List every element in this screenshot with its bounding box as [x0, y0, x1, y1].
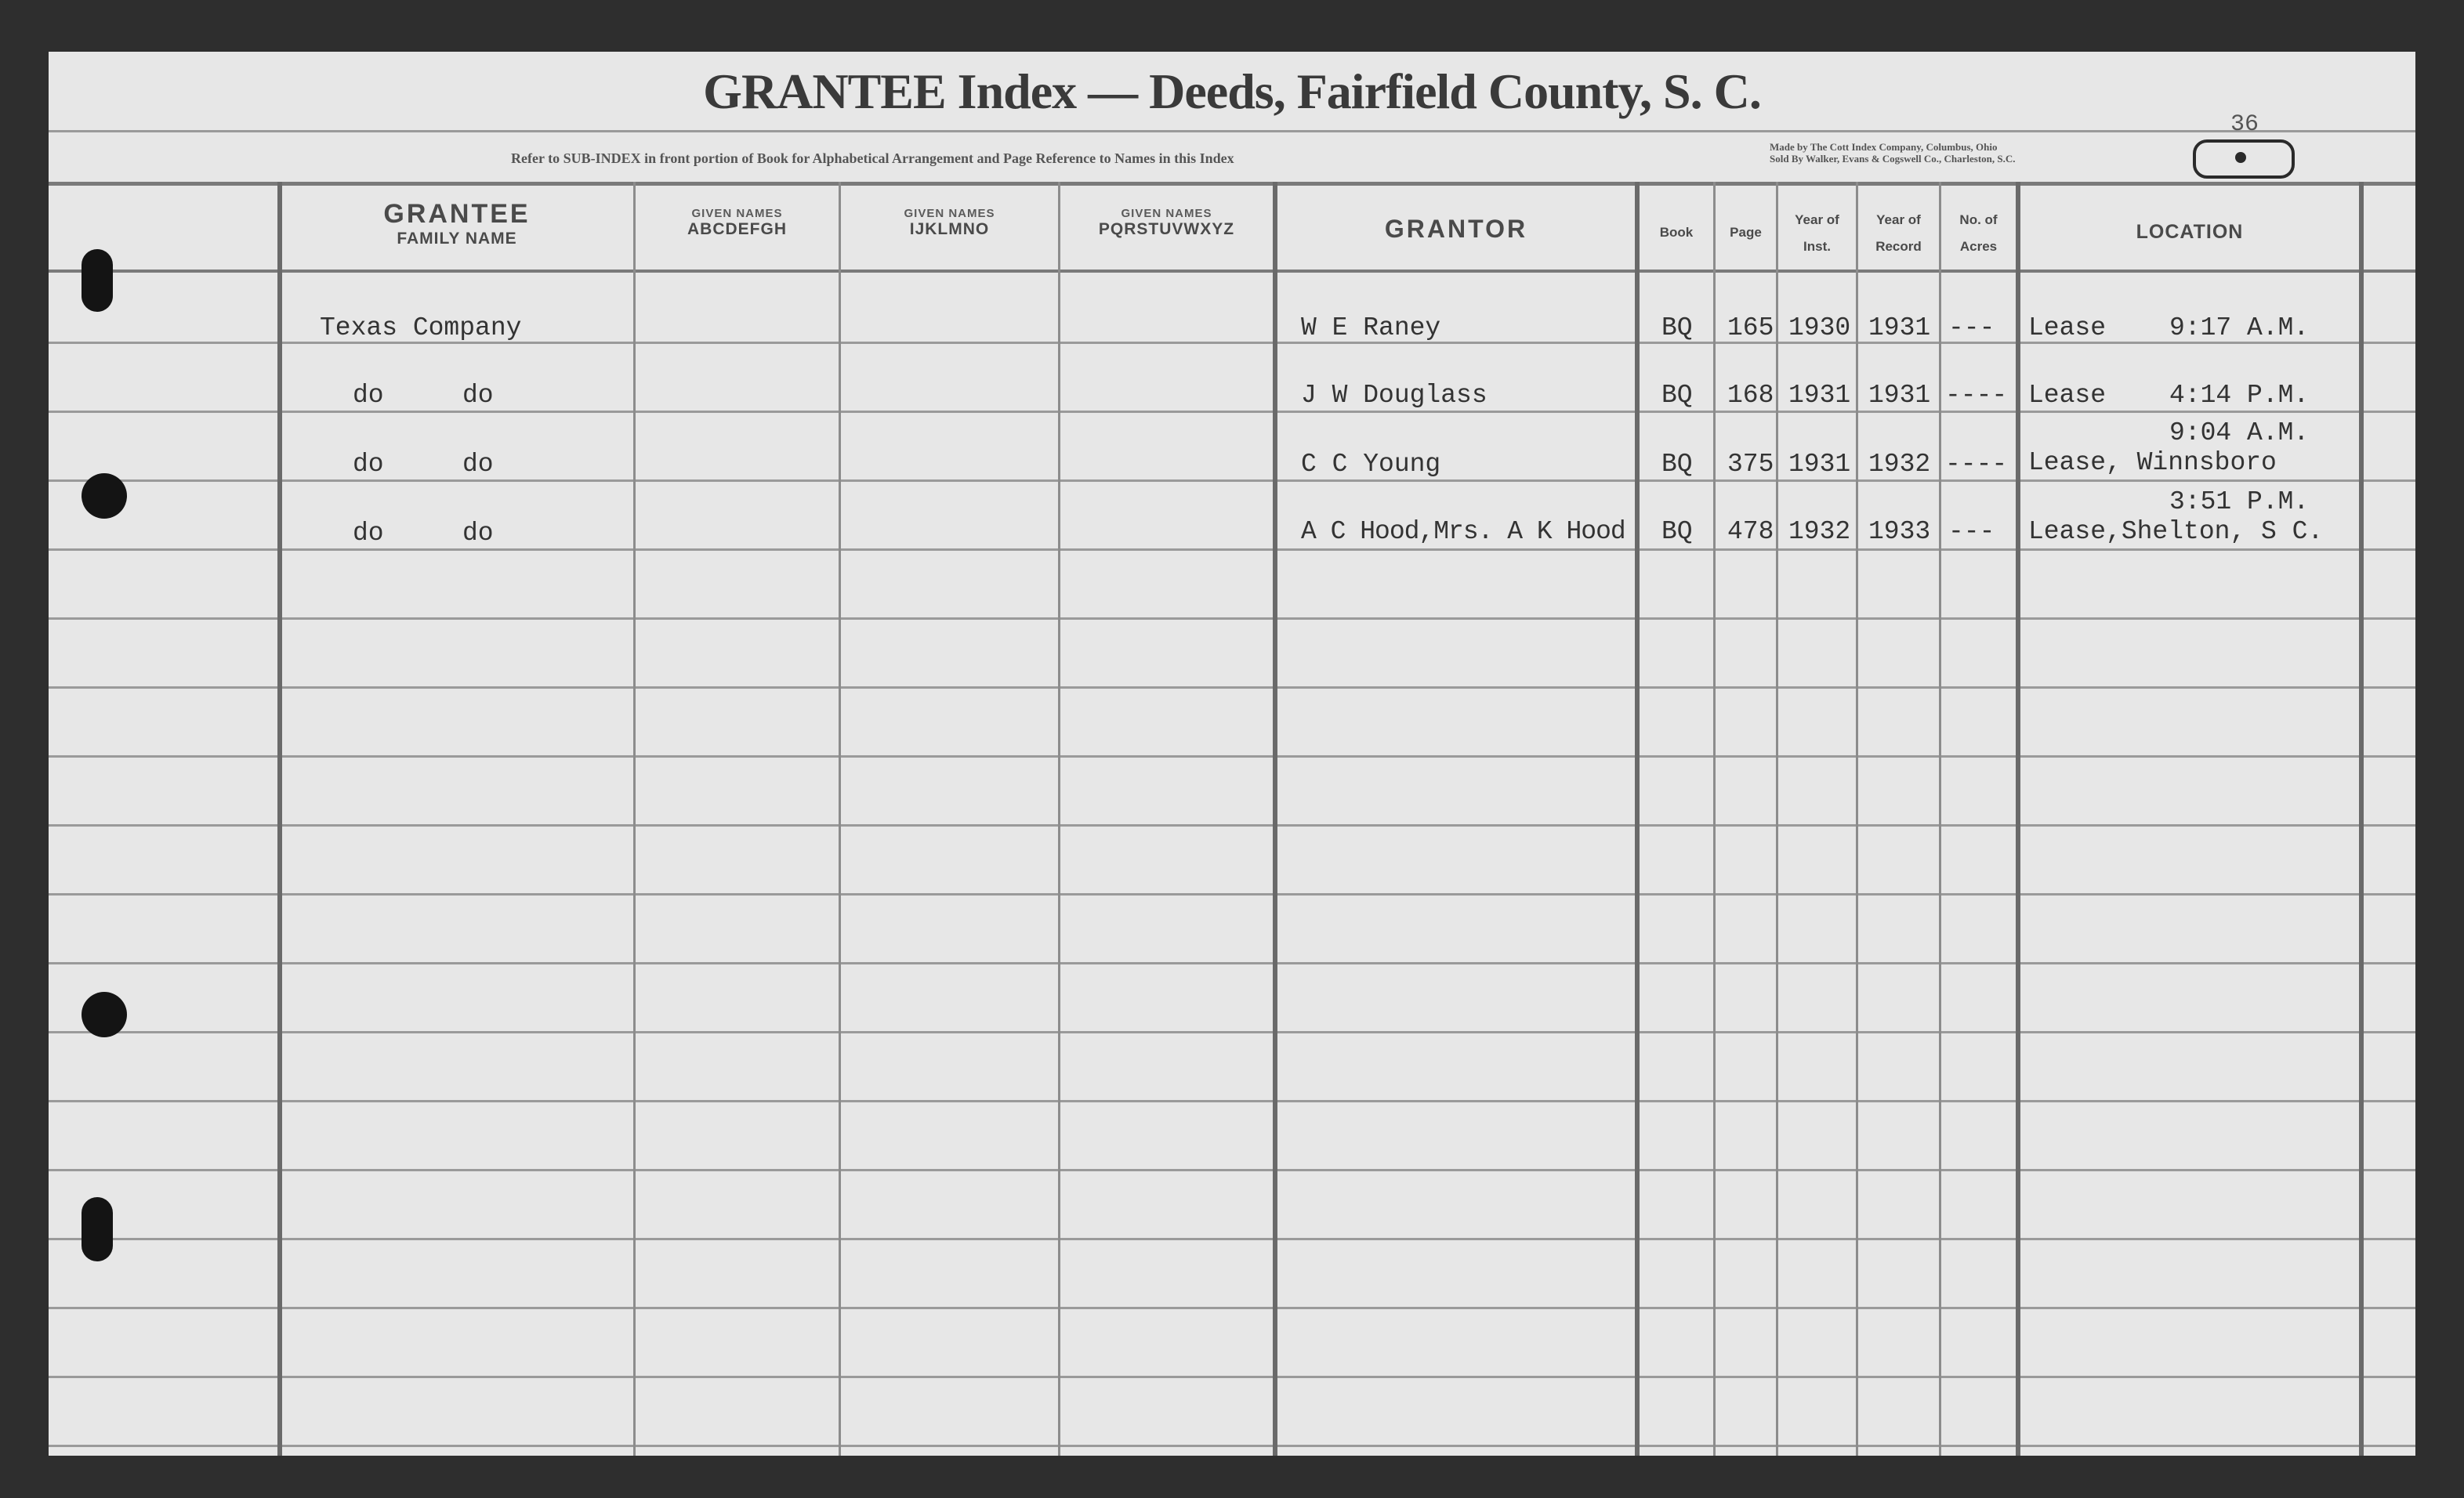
header-top-rule — [49, 182, 2415, 186]
book-cell: BQ — [1661, 381, 1693, 410]
grantee-given-cell: do — [462, 519, 494, 548]
ruled-line — [49, 411, 2415, 413]
column-divider — [1776, 182, 1778, 1456]
ruled-line — [49, 479, 2415, 482]
time-cell: 9:04 A.M. — [2169, 418, 2310, 447]
given-range-label: IJKLMNO — [909, 220, 990, 238]
column-divider — [2016, 182, 2020, 1456]
location-cell: Lease,Shelton, S C. — [2028, 517, 2324, 546]
given-names-label: GIVEN NAMES — [691, 207, 783, 220]
header-year-record — [1858, 207, 1939, 260]
given-names-label: GIVEN NAMES — [904, 207, 995, 220]
page-cell: 478 — [1727, 517, 1774, 546]
year-record-cell: 1931 — [1868, 381, 1931, 410]
year-inst-cell: 1931 — [1788, 381, 1851, 410]
book-cell: BQ — [1661, 450, 1693, 479]
column-divider — [1713, 182, 1716, 1456]
acres-cell: ---- — [1945, 381, 2008, 410]
grantee-cell: Texas Company — [320, 313, 522, 342]
column-divider — [1058, 182, 1060, 1456]
page-cell: 375 — [1727, 450, 1774, 479]
grantor-cell: W E Raney — [1301, 313, 1441, 342]
column-divider — [1273, 182, 1277, 1456]
ruled-line — [49, 1169, 2415, 1171]
header-page: Page — [1730, 225, 1762, 240]
index-card-sheet — [49, 52, 2415, 1456]
ruled-line — [49, 686, 2415, 689]
ruled-line — [49, 1376, 2415, 1378]
ruled-line — [49, 755, 2415, 758]
binder-slot — [82, 249, 113, 312]
given-range-label: PQRSTUVWXYZ — [1098, 220, 1235, 238]
time-cell: 3:51 P.M. — [2169, 487, 2310, 516]
binder-slot — [82, 1197, 113, 1261]
year-inst-cell: 1930 — [1788, 313, 1851, 342]
book-cell: BQ — [1661, 517, 1693, 546]
year-record-cell: 1931 — [1868, 313, 1931, 342]
book-cell: BQ — [1661, 313, 1693, 342]
time-cell: 4:14 P.M. — [2169, 381, 2310, 410]
column-divider — [1939, 182, 1941, 1456]
column-divider — [633, 182, 636, 1456]
form-title: GRANTEE Index — Deeds, Fairfield County, S. C. — [703, 63, 1761, 119]
column-divider — [839, 182, 841, 1456]
grantee-label: GRANTEE — [383, 199, 531, 229]
grantee-cell: do — [353, 450, 384, 479]
location-cell: Lease — [2028, 381, 2107, 410]
year-record-label: Record — [1875, 239, 1922, 254]
year-inst-cell: 1932 — [1788, 517, 1851, 546]
acres-label: No. of — [1959, 212, 1998, 227]
ruled-line — [49, 270, 2415, 273]
acres-label: Acres — [1959, 239, 1998, 254]
page-cell: 165 — [1727, 313, 1774, 342]
header-given-names-1 — [636, 207, 839, 239]
grantee-cell: do — [353, 519, 384, 548]
binder-hole — [82, 992, 127, 1037]
acres-cell: ---- — [1945, 450, 2008, 479]
family-name-label: FAMILY NAME — [397, 230, 517, 248]
grantee-given-cell: do — [462, 381, 494, 410]
page-number: 36 — [2230, 111, 2259, 138]
header-grantee — [281, 199, 633, 248]
column-divider — [1856, 182, 1858, 1456]
title-rule — [49, 130, 2415, 132]
given-names-label: GIVEN NAMES — [1121, 207, 1212, 220]
grantor-cell: C C Young — [1301, 450, 1441, 479]
ruled-line — [49, 893, 2415, 896]
header-grantor: GRANTOR — [1384, 215, 1528, 243]
binder-hole — [82, 473, 127, 519]
header-book: Book — [1659, 225, 1694, 240]
ruled-line — [49, 824, 2415, 827]
ruled-line — [49, 1445, 2415, 1447]
index-tab — [2193, 139, 2295, 179]
maker-line: Sold By Walker, Evans & Cogswell Co., Charleston, S.C. — [1770, 153, 2016, 165]
year-record-cell: 1932 — [1868, 450, 1931, 479]
column-divider — [277, 182, 282, 1456]
ruled-line — [49, 1100, 2415, 1102]
column-divider — [2359, 182, 2364, 1456]
ruled-line — [49, 962, 2415, 964]
ruled-line — [49, 1307, 2415, 1309]
grantee-given-cell: do — [462, 450, 494, 479]
acres-cell: --- — [1948, 517, 1995, 546]
location-cell: Lease — [2028, 313, 2107, 342]
ruled-line — [49, 548, 2415, 551]
year-record-cell: 1933 — [1868, 517, 1931, 546]
grantor-cell: A C Hood,Mrs. A K Hood — [1301, 517, 1625, 546]
year-inst-cell: 1931 — [1788, 450, 1851, 479]
column-divider — [1635, 182, 1640, 1456]
maker-line: Made by The Cott Index Company, Columbus, Ohio — [1770, 141, 1998, 153]
header-given-names-2 — [841, 207, 1058, 239]
tab-dot-icon — [2235, 152, 2246, 163]
maker-imprint — [1770, 141, 2016, 165]
location-cell: Lease, Winnsboro — [2028, 448, 2277, 477]
ruled-line — [49, 617, 2415, 620]
header-location: LOCATION — [2136, 221, 2244, 243]
sub-index-note: Refer to SUB-INDEX in front portion of Book for Alphabetical Arrangement and Page Reference to Names in this Index — [511, 150, 1234, 166]
ruled-line — [49, 1238, 2415, 1240]
given-range-label: ABCDEFGH — [687, 220, 787, 238]
header-year-inst — [1778, 207, 1856, 260]
year-record-label: Year of — [1876, 212, 1921, 227]
header-given-names-3 — [1060, 207, 1273, 239]
acres-cell: --- — [1948, 313, 1995, 342]
header-acres — [1941, 207, 2016, 260]
time-cell: 9:17 A.M. — [2169, 313, 2310, 342]
ruled-line — [49, 1031, 2415, 1033]
year-inst-label: Inst. — [1803, 239, 1831, 254]
year-inst-label: Year of — [1795, 212, 1839, 227]
grantor-cell: J W Douglass — [1301, 381, 1487, 410]
grantee-cell: do — [353, 381, 384, 410]
page-cell: 168 — [1727, 381, 1774, 410]
